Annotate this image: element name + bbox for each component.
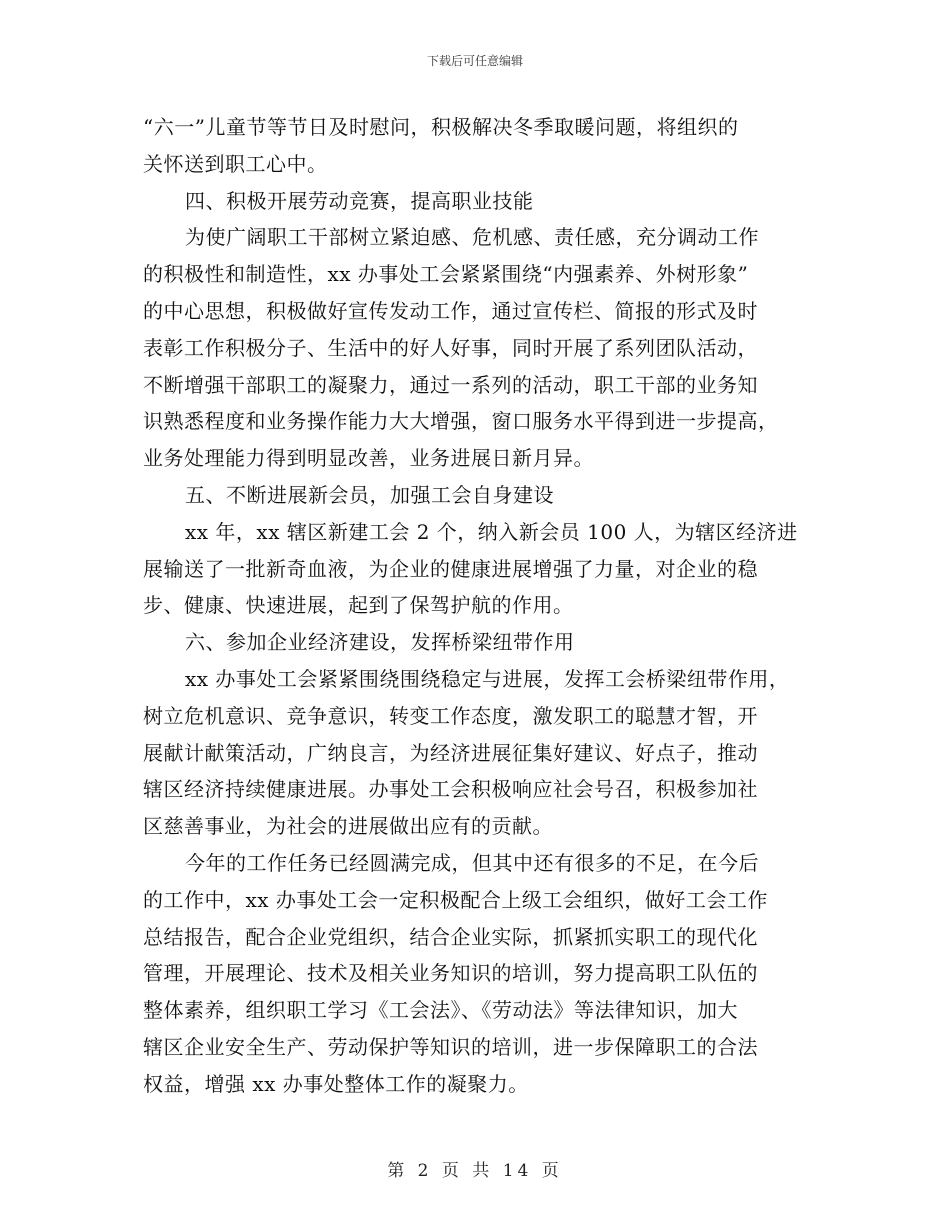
text-line: 展献计献策活动，广纳良言，为经济进展征集好建议、好点子，推动	[143, 740, 758, 765]
text-line: “六一”儿童节等节日及时慰问，积极解决冬季取暖问题，将组织的	[143, 115, 739, 139]
body-text	[143, 109, 813, 1103]
text-line: 业务处理能力得到明显改善，业务进展日新月异。	[143, 446, 594, 471]
section-heading: 五、不断进展新会员，加强工会自身建设	[185, 482, 554, 507]
page-footer: 第 2 页 共 14 页	[387, 1161, 563, 1181]
text-line: 辖区企业安全生产、劳动保护等知识的培训，进一步保障职工的合法	[143, 1034, 758, 1059]
text-line: 的工作中，xx 办事处工会一定积极配合上级工会组织，做好工会工作	[143, 887, 768, 912]
text-line: 展输送了一批新奇血液，为企业的健康进展增强了力量，对企业的稳	[143, 556, 758, 581]
section-heading: 四、积极开展劳动竞赛，提高职业技能	[185, 188, 534, 213]
text-line: 区慈善事业，为社会的进展做出应有的贡献。	[143, 814, 553, 839]
text-line: 今年的工作任务已经圆满完成，但其中还有很多的不足，在今后	[185, 850, 759, 875]
text-line: 为使广阔职工干部树立紧迫感、危机感、责任感，充分调动工作	[185, 225, 759, 250]
text-line: 整体素养，组织职工学习《工会法》、《劳动法》等法律知识，加大	[143, 998, 738, 1023]
text-line: 关怀送到职工心中。	[143, 151, 328, 176]
document-body	[143, 109, 813, 1103]
text-line: 识熟悉程度和业务操作能力大大增强，窗口服务水平得到进一步提高，	[143, 409, 779, 434]
text-line: xx 年，xx 辖区新建工会 2 个，纳入新会员 100 人，为辖区经济进	[185, 519, 798, 544]
section-heading: 六、参加企业经济建设，发挥桥梁纽带作用	[185, 630, 575, 655]
text-line: 总结报告，配合企业党组织，结合企业实际，抓紧抓实职工的现代化	[143, 924, 758, 949]
text-line: 不断增强干部职工的凝聚力，通过一系列的活动，职工干部的业务知	[143, 372, 758, 397]
text-line: xx 办事处工会紧紧围绕围绕稳定与进展，发挥工会桥梁纽带作用，	[185, 666, 790, 691]
text-line: 步、健康、快速进展，起到了保驾护航的作用。	[143, 593, 574, 618]
text-line: 的积极性和制造性，xx 办事处工会紧紧围绕“内强素养、外树形象”	[143, 262, 749, 287]
text-line: 辖区经济持续健康进展。办事处工会积极响应社会号召，积极参加社	[143, 777, 758, 802]
text-line: 管理，开展理论、技术及相关业务知识的培训，努力提高职工队伍的	[143, 961, 758, 986]
text-line: 的中心思想，积极做好宣传发动工作，通过宣传栏、简报的形式及时	[143, 298, 758, 323]
text-line: 表彰工作积极分子、生活中的好人好事，同时开展了系列团队活动，	[143, 335, 758, 360]
text-line: 权益，增强 xx 办事处整体工作的凝聚力。	[143, 1071, 529, 1096]
page-header: 下载后可任意编辑	[426, 54, 523, 68]
text-line: 树立危机意识、竞争意识，转变工作态度，激发职工的聪慧才智，开	[143, 703, 758, 728]
